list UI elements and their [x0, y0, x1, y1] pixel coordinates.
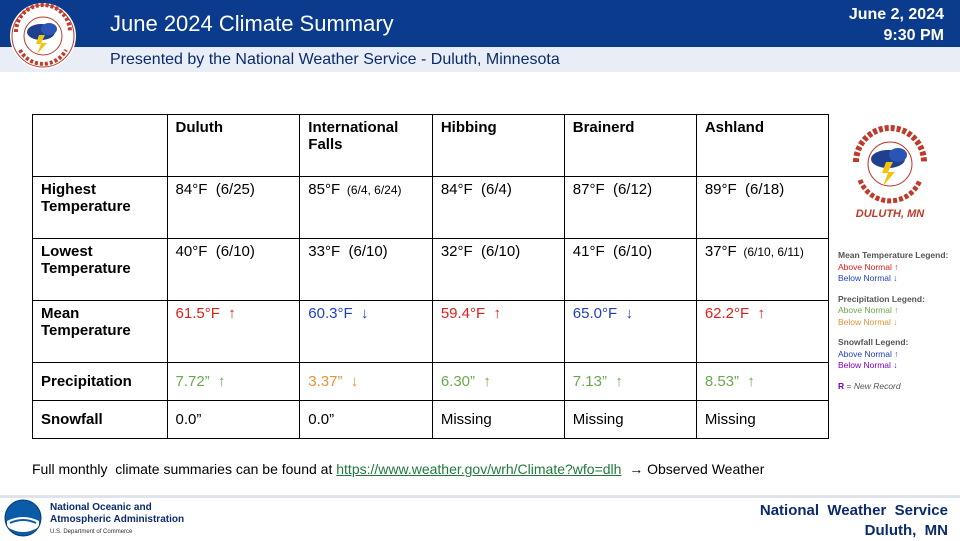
- legend-mean-title: Mean Temperature Legend:: [838, 250, 949, 260]
- column-header-hibbing: Hibbing: [432, 115, 564, 177]
- row-label: Highest Temperature: [33, 177, 168, 239]
- legend-precip-title: Precipitation Legend:: [838, 293, 925, 304]
- cell-date-note: (6/10): [340, 243, 388, 260]
- table-cell: [300, 177, 433, 239]
- arrow-up-icon: ↑: [606, 373, 623, 390]
- cell-value: Missing: [572, 411, 624, 428]
- table-cell: [300, 301, 433, 363]
- cell-value: 32°F: [440, 243, 473, 260]
- table-cell: [167, 301, 300, 363]
- table-cell: [167, 177, 300, 239]
- arrow-up-icon: ↑: [749, 305, 766, 322]
- table-corner-cell: [33, 115, 168, 177]
- row-label: Precipitation: [33, 363, 168, 401]
- page-subtitle: Presented by the National Weather Service - Duluth, Minnesota: [110, 51, 560, 68]
- table-row: [33, 239, 829, 301]
- row-label: Mean Temperature: [33, 301, 168, 363]
- cell-value: 7.72”: [175, 373, 210, 390]
- column-header-ashland: Ashland: [696, 115, 828, 177]
- cell-value: 59.4°F: [440, 305, 486, 322]
- legend-record: [838, 381, 956, 393]
- table-cell: [167, 239, 300, 301]
- cell-date-note: (6/25): [207, 181, 255, 198]
- column-header-international-falls: International Falls: [300, 115, 433, 177]
- cell-value: 40°F: [175, 243, 208, 260]
- noaa-line2: Atmospheric Administration: [50, 514, 185, 525]
- table-cell: [696, 363, 828, 401]
- nws-duluth-logo-icon: [848, 122, 932, 222]
- noaa-line3: U.S. Department of Commerce: [50, 529, 133, 535]
- table-cell: [696, 301, 828, 363]
- cell-value: 61.5°F: [175, 305, 220, 322]
- table-cell: [696, 177, 828, 239]
- cell-date-note: (6/10): [207, 243, 255, 260]
- table-row: [33, 401, 829, 439]
- table-cell: [564, 177, 696, 239]
- table-header-row: [33, 115, 829, 177]
- legend-record-letter: R: [838, 380, 845, 391]
- arrow-up-icon: ↑: [485, 305, 502, 322]
- table-cell: [564, 401, 696, 439]
- table-cell: [167, 401, 300, 439]
- cell-value: 7.13”: [572, 373, 607, 390]
- table-cell: [167, 363, 300, 401]
- legend-mean-below: Below Normal ↓: [838, 273, 898, 283]
- table-cell: [696, 401, 828, 439]
- arrow-up-icon: ↑: [475, 373, 491, 390]
- cell-date-note: (6/12): [604, 181, 653, 198]
- header: [0, 0, 960, 72]
- cell-value: 84°F: [440, 181, 473, 198]
- table-cell: [432, 301, 564, 363]
- date-time: [849, 4, 944, 46]
- cell-date-note: (6/4): [472, 181, 512, 198]
- legend-snow-title: Snowfall Legend:: [838, 337, 909, 347]
- cell-value: 65.0°F: [572, 305, 618, 322]
- cell-date-note: (6/10): [604, 243, 653, 260]
- arrow-down-icon: ↓: [352, 305, 369, 322]
- table-cell: [300, 401, 433, 439]
- date-label: June 2, 2024: [848, 6, 944, 23]
- nws-line1: National Weather Service: [759, 502, 948, 519]
- cell-value: 8.53”: [704, 373, 740, 390]
- cell-date-note: (6/10): [472, 243, 521, 260]
- noaa-logo-icon: [4, 499, 42, 537]
- noaa-text: [50, 502, 184, 538]
- cell-date-note: (6/10, 6/11): [736, 245, 804, 259]
- arrow-up-icon: ↑: [739, 373, 755, 390]
- page-title: June 2024 Climate Summary: [110, 11, 394, 36]
- table-cell: [564, 239, 696, 301]
- footer-divider: [0, 495, 960, 498]
- table-cell: [300, 239, 433, 301]
- cell-value: 87°F: [572, 181, 605, 198]
- duluth-logo-text: DULUTH, MN: [855, 208, 925, 220]
- legend-mean-above: Above Normal ↑: [838, 261, 899, 272]
- footnote-prefix: Full monthly climate summaries can be found at: [32, 461, 337, 477]
- cell-date-note: (6/18): [736, 181, 785, 198]
- climate-table: [32, 114, 829, 439]
- cell-value: 84°F: [175, 181, 208, 198]
- table-row: [33, 301, 829, 363]
- cell-value: 0.0”: [308, 411, 335, 428]
- cell-date-note: (6/4, 6/24): [340, 183, 402, 197]
- cell-value: 60.3°F: [308, 305, 353, 322]
- footnote-suffix: → Observed Weather: [621, 461, 765, 477]
- column-header-brainerd: Brainerd: [564, 115, 696, 177]
- row-label: Snowfall: [33, 401, 168, 439]
- cell-value: 41°F: [572, 243, 605, 260]
- cell-value: 3.37”: [308, 373, 343, 390]
- cell-value: Missing: [704, 411, 756, 428]
- row-label: Lowest Temperature: [33, 239, 168, 301]
- legend-snow-above: Above Normal ↑: [838, 348, 899, 359]
- table-row: [33, 177, 829, 239]
- legend: [838, 250, 956, 392]
- table-cell: [432, 177, 564, 239]
- cell-value: 89°F: [704, 181, 737, 198]
- nws-footer-text: [760, 501, 948, 541]
- table-cell: [696, 239, 828, 301]
- nws-logo-icon: [6, 2, 80, 70]
- footnote: [32, 461, 764, 477]
- table-cell: [432, 239, 564, 301]
- noaa-line1: National Oceanic and: [50, 502, 152, 513]
- cell-value: 0.0”: [175, 411, 202, 428]
- cell-value: 37°F: [704, 243, 737, 260]
- cell-value: 85°F: [308, 181, 341, 198]
- cell-value: 6.30”: [440, 373, 476, 390]
- arrow-down-icon: ↓: [342, 373, 359, 390]
- cell-value: 62.2°F: [704, 305, 750, 322]
- table-cell: [432, 401, 564, 439]
- table-row: [33, 363, 829, 401]
- arrow-up-icon: ↑: [209, 373, 226, 390]
- table-cell: [300, 363, 433, 401]
- arrow-down-icon: ↓: [617, 305, 633, 322]
- climate-link[interactable]: https://www.weather.gov/wrh/Climate?wfo=dlh: [336, 461, 622, 477]
- time-label: 9:30 PM: [883, 27, 944, 44]
- legend-snow-below: Below Normal ↓: [838, 360, 898, 370]
- legend-precip-below: Below Normal ↓: [838, 316, 898, 327]
- legend-precip-above: Above Normal ↑: [838, 305, 899, 315]
- arrow-up-icon: ↑: [219, 305, 236, 322]
- table-cell: [564, 363, 696, 401]
- cell-value: 33°F: [308, 243, 341, 260]
- nws-line2: Duluth, MN: [864, 522, 948, 539]
- column-header-duluth: Duluth: [167, 115, 300, 177]
- legend-record-text: = New Record: [846, 380, 901, 391]
- table-cell: [432, 363, 564, 401]
- cell-value: Missing: [440, 411, 492, 428]
- table-cell: [564, 301, 696, 363]
